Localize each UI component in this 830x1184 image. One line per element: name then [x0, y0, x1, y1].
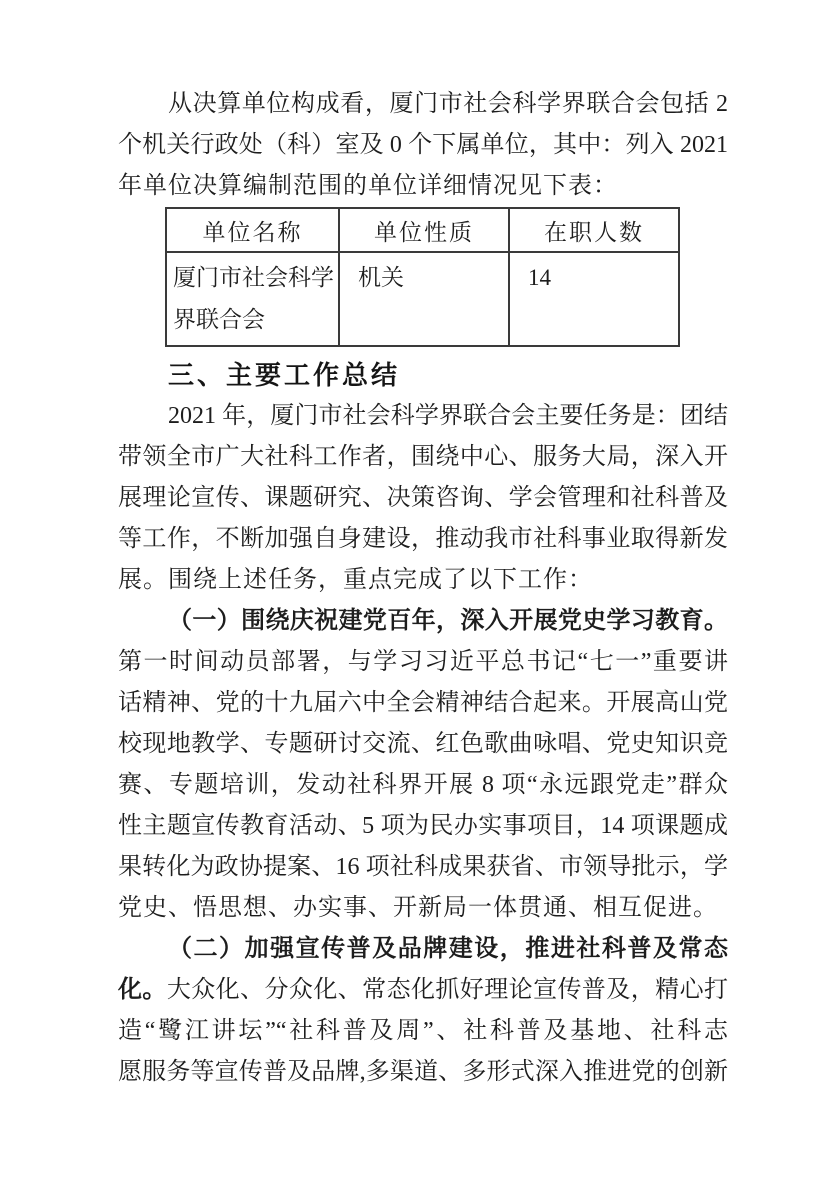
text-line: 展。围绕上述任务，重点完成了以下工作：	[118, 567, 593, 593]
intro-paragraph	[118, 84, 728, 207]
table-row	[166, 252, 679, 346]
text-line: 校现地教学、专题研讨交流、红色歌曲咏唱、党史知识竞	[118, 731, 728, 757]
text-line: 化。大众化、分众化、常态化抓好理论宣传普及，精心打	[118, 977, 729, 1003]
text-line: 第一时间动员部署，与学习习近平总书记“七一”重要讲	[118, 649, 728, 675]
text-line: 从决算单位构成看，厦门市社会科学界联合会包括 2	[168, 91, 728, 117]
text-line: （一）围绕庆祝建党百年，深入开展党史学习教育。	[168, 608, 728, 634]
text-line: 2021 年，厦门市社会科学界联合会主要任务是：团结	[168, 403, 728, 429]
text-line: （二）加强宣传普及品牌建设，推进社科普及常态	[168, 936, 728, 962]
text-line: 愿服务等宣传普及品牌,多渠道、多形式深入推进党的创新	[118, 1059, 728, 1085]
units-table	[165, 207, 680, 347]
work-item-1-paragraph	[118, 601, 728, 929]
text-line: 话精神、党的十九届六中全会精神结合起来。开展高山党	[118, 690, 728, 716]
text-line: 性主题宣传教育活动、5 项为民办实事项目，14 项课题成	[118, 813, 728, 839]
cell-unit-type: 机关	[339, 252, 509, 346]
text-line: 年单位决算编制范围的单位详细情况见下表：	[118, 173, 618, 199]
text-line: 造“鹭江讲坛”“社科普及周”、社科普及基地、社科志	[118, 1018, 728, 1044]
text-line: 等工作，不断加强自身建设，推动我市社科事业取得新发	[118, 526, 728, 552]
cell-staff-count: 14	[509, 252, 679, 346]
col-header-staff-count: 在职人数	[509, 208, 679, 252]
work-item-2-paragraph	[118, 929, 728, 1093]
text-line: 赛、专题培训，发动社科界开展 8 项“永远跟党走”群众	[118, 772, 728, 798]
col-header-unit-name: 单位名称	[166, 208, 339, 252]
text-line: 果转化为政协提案、16 项社科成果获省、市领导批示，学	[118, 854, 728, 880]
col-header-unit-type: 单位性质	[339, 208, 509, 252]
text-line: 展理论宣传、课题研究、决策咨询、学会管理和社科普及	[118, 485, 728, 511]
section-heading: 三、主要工作总结	[168, 360, 401, 390]
work-summary-intro-paragraph	[118, 396, 728, 601]
text-line: 党史、悟思想、办实事、开新局一体贯通、相互促进。	[118, 895, 718, 921]
document-content	[118, 84, 728, 1093]
text-line: 个机关行政处（科）室及 0 个下属单位，其中：列入 2021	[118, 132, 728, 158]
text-line: 带领全市广大社科工作者，围绕中心、服务大局，深入开	[118, 444, 728, 470]
table-header-row	[166, 208, 679, 252]
cell-unit-name: 厦门市社会科学界联合会	[166, 252, 339, 346]
